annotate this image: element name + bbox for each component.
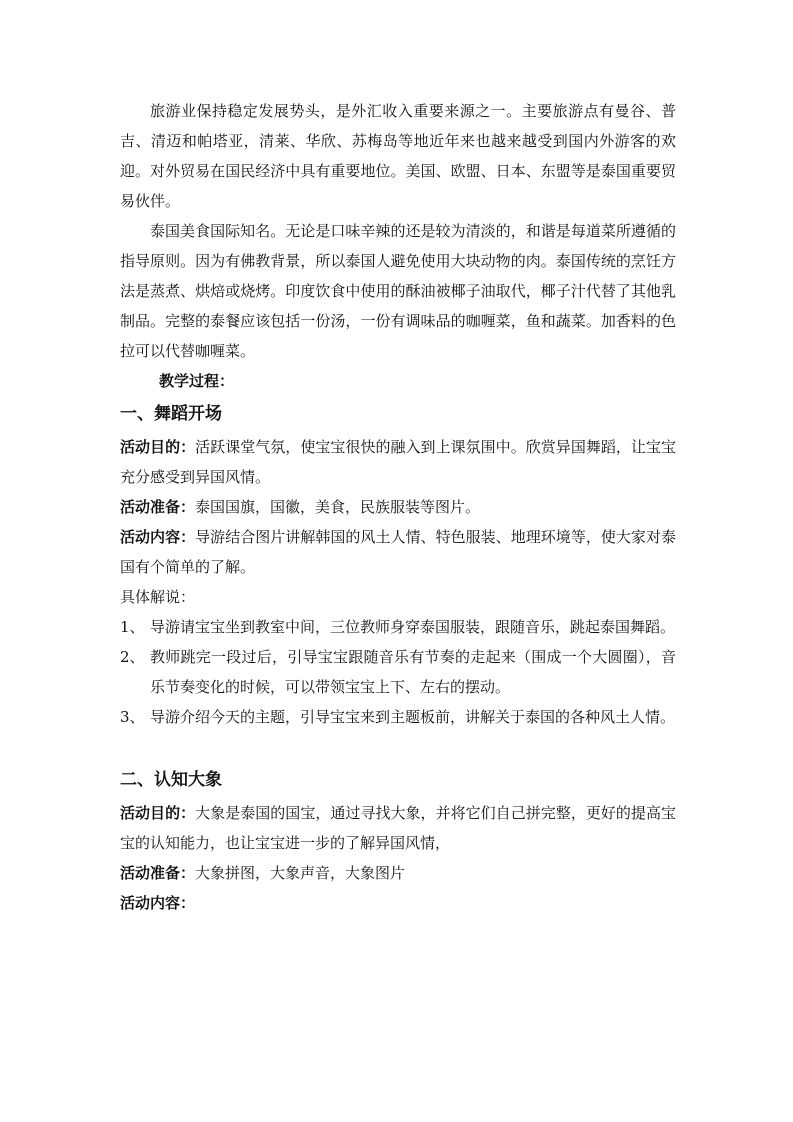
section-2-prep xyxy=(120,858,676,888)
section-2-title: 二、认知大象 xyxy=(120,770,222,790)
section-1-prep xyxy=(120,492,676,522)
document-body xyxy=(120,96,676,918)
section-1-goal xyxy=(120,432,676,492)
section-2-goal-text: 大象是泰国的国宝，通过寻找大象，并将它们自己拼完整，更好的提高宝宝的认知能力，也让宝宝进一步的了解异国风情， xyxy=(120,804,676,852)
section-1-detail-heading: 具体解说： xyxy=(120,588,196,606)
section-1-goal-label: 活动目的： xyxy=(120,438,196,456)
section-1-prep-label: 活动准备： xyxy=(120,498,196,516)
section-2-goal xyxy=(120,798,676,858)
intro-paragraph-food: 泰国美食国际知名。无论是口味辛辣的还是较为清淡的，和谐是每道菜所遵循的指导原则。因为有佛教背景，所以泰国人避免使用大块动物的肉。泰国传统的烹饪方法是蒸煮、烘焙或烧烤。印度饮食中使用的酥油被椰子油取代，椰子汁代替了其他乳制品。完整的泰餐应该包括一份汤，一份有调味品的咖喱菜，鱼和蔬菜。加香料的色拉可以代替咖喱菜。 xyxy=(120,222,676,360)
list-item xyxy=(120,702,676,732)
list-item xyxy=(120,612,676,642)
section-2-content-label: 活动内容： xyxy=(120,894,196,912)
section-1-title: 一、舞蹈开场 xyxy=(120,404,222,424)
list-item-text: 教师跳完一段过后，引导宝宝跟随音乐有节奏的走起来（围成一个大圆圈），音乐节奏变化的时候，可以带领宝宝上下、左右的摆动。 xyxy=(150,648,676,696)
section-2-content xyxy=(120,888,676,918)
list-item xyxy=(120,642,676,702)
section-spacer xyxy=(120,732,676,762)
section-1-steps xyxy=(120,612,676,732)
section-1-content-text: 导游结合图片讲解韩国的风土人情、特色服装、地理环境等，使大家对泰国有个简单的了解。 xyxy=(120,528,676,576)
list-item-number: 1、 xyxy=(120,618,145,636)
section-2-prep-label: 活动准备： xyxy=(120,864,196,882)
list-item-number: 3、 xyxy=(120,708,145,726)
teaching-process-heading: 教学过程： xyxy=(159,372,235,390)
section-1-goal-text: 活跃课堂气氛，使宝宝很快的融入到上课氛围中。欣赏异国舞蹈，让宝宝充分感受到异国风情。 xyxy=(120,438,676,486)
section-2-prep-text: 大象拼图，大象声音，大象图片 xyxy=(195,864,406,882)
list-item-number: 2、 xyxy=(120,648,145,666)
section-2-goal-label: 活动目的： xyxy=(120,804,196,822)
list-item-text: 导游介绍今天的主题，引导宝宝来到主题板前，讲解关于泰国的各种风土人情。 xyxy=(150,708,676,726)
intro-paragraph-tourism: 旅游业保持稳定发展势头，是外汇收入重要来源之一。主要旅游点有曼谷、普吉、清迈和帕塔亚，清莱、华欣、苏梅岛等地近年来也越来越受到国内外游客的欢迎。对外贸易在国民经济中具有重要地位。美国、欧盟、日本、东盟等是泰国重要贸易伙伴。 xyxy=(120,102,676,210)
section-1-prep-text: 泰国国旗，国徽，美食，民族服装等图片。 xyxy=(195,498,481,516)
list-item-text: 导游请宝宝坐到教室中间，三位教师身穿泰国服装，跟随音乐，跳起泰国舞蹈。 xyxy=(150,618,676,636)
section-1-content-label: 活动内容： xyxy=(120,528,196,546)
section-1-content xyxy=(120,522,676,582)
